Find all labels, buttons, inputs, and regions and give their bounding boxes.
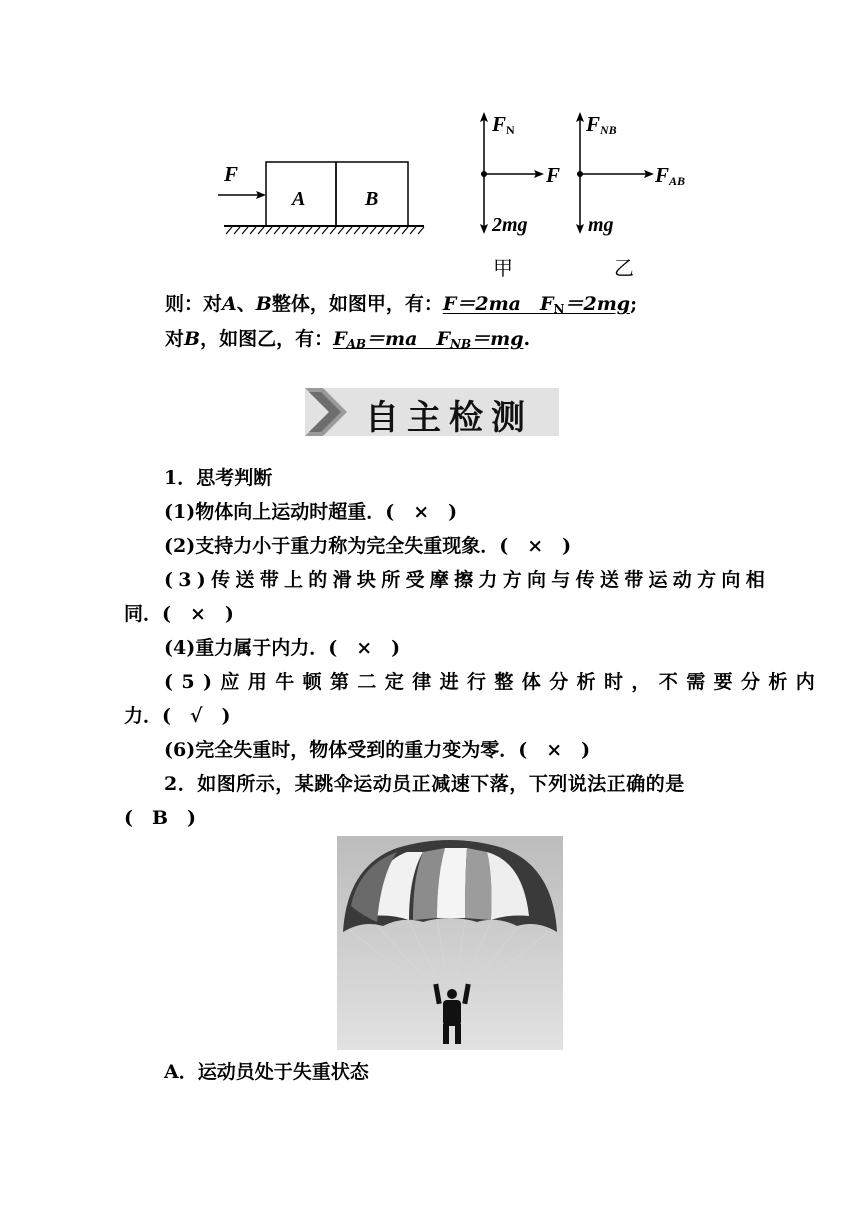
block-a-label: A — [292, 188, 306, 210]
fig2-top-force: $F_{NB}$ — [586, 112, 617, 137]
fig1-top-force: $F_N$ — [492, 112, 515, 137]
solution-line-1: 则：对A、B整体，如图甲，有：F＝2ma $F_N=2mg$; — [165, 293, 638, 316]
fig1-bottom-force: 2mg — [492, 214, 528, 236]
q1-item-2: (2)支持力小于重力称为完全失重现象．( × ) — [164, 535, 572, 557]
fig1-caption: 甲 — [493, 256, 513, 280]
q2-option-a: A．运动员处于失重状态 — [164, 1061, 369, 1083]
block-b-label: B — [365, 188, 379, 210]
parachute-illustration — [337, 836, 563, 1050]
fig2-caption: 乙 — [614, 256, 634, 280]
parachutist-photo — [337, 836, 563, 1050]
solution-line-2: 对B，如图乙，有：$F_{AB}=ma$ $F_{NB}=mg$. — [165, 328, 531, 351]
equation-2: $F_{AB}=ma$ $F_{NB}=mg$ — [333, 328, 524, 351]
q1-item-1: (1)物体向上运动时超重．( × ) — [164, 501, 458, 523]
equation-1: F＝2ma $F_N=2mg$ — [442, 293, 631, 316]
q1-item-3-line-2: 同．( × ) — [124, 603, 234, 625]
section-banner — [305, 388, 559, 436]
q1-title: 1．思考判断 — [164, 467, 273, 489]
force-label: F — [224, 162, 239, 186]
q1-item-3-line-1: (3)传送带上的滑块所受摩擦力方向与传送带运动方向相 — [164, 569, 771, 591]
parachutist-figure — [433, 984, 470, 1044]
fig1-right-force: F — [546, 163, 561, 187]
chevron-right-icon — [305, 388, 351, 436]
q2-stem-line-2: ( B ) — [124, 807, 197, 829]
ground-hatching — [226, 227, 424, 234]
fig2-right-force: $F_{AB}$ — [655, 163, 686, 188]
q1-item-4: (4)重力属于内力．( × ) — [164, 637, 401, 659]
q2-stem-line-1: 2．如图所示，某跳伞运动员正减速下落，下列说法正确的是 — [164, 773, 685, 795]
section-title: 自主检测 — [365, 398, 533, 438]
fig2-bottom-force: mg — [588, 214, 614, 236]
blocks-diagram — [210, 150, 440, 240]
q1-item-5-line-2: 力．( √ ) — [124, 705, 231, 727]
q1-item-5-line-1: (5)应用牛顿第二定律进行整体分析时，不需要分析内 — [164, 671, 824, 693]
q1-item-6: (6)完全失重时，物体受到的重力变为零．( × ) — [164, 739, 591, 761]
